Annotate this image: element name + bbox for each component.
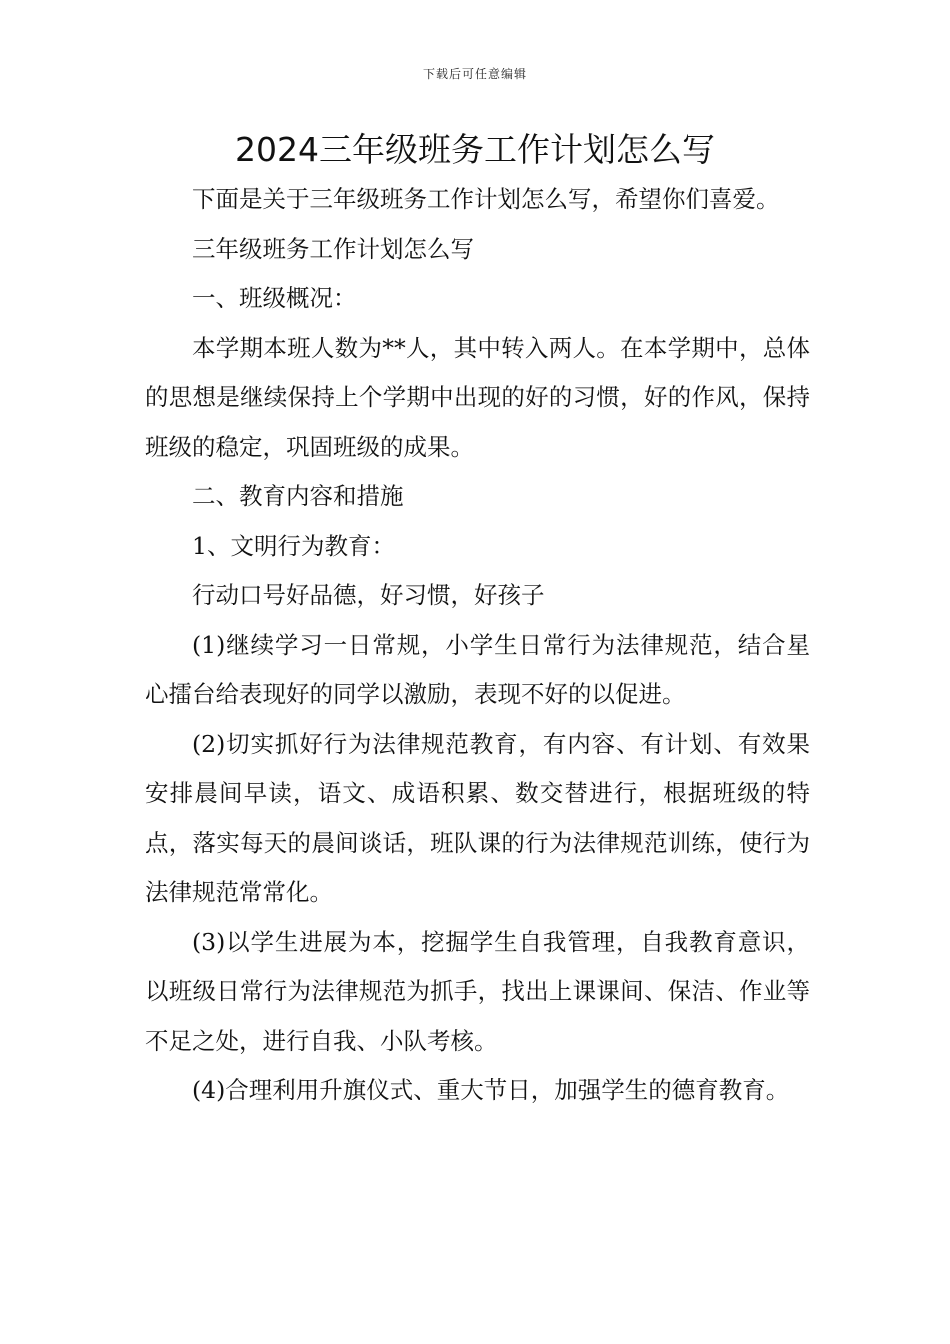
section-heading-class-overview: 一、班级概况： <box>192 284 357 312</box>
class-overview-paragraph: 本学期本班人数为**人，其中转入两人。在本学期中，总体的思想是继续保持上个学期中出现的好的习惯，好的作风，保持班级的稳定，巩固班级的成果。 <box>145 333 810 461</box>
measure-1-paragraph: (1)继续学习一日常规，小学生日常行为法律规范，结合星心擂台给表现好的同学以激励，表现不好的以促进。 <box>145 630 810 708</box>
intro-paragraph: 下面是关于三年级班务工作计划怎么写，希望你们喜爱。 <box>192 185 780 213</box>
document-body <box>145 175 810 1116</box>
slogan-paragraph: 行动口号好品德，好习惯，好孩子 <box>192 581 545 609</box>
measure-3-paragraph: (3)以学生进展为本，挖掘学生自我管理，自我教育意识，以班级日常行为法律规范为抓手，找出上课课间、保洁、作业等不足之处，进行自我、小队考核。 <box>145 927 810 1055</box>
header-note: 下载后可任意编辑 <box>422 67 527 81</box>
document-title: 2024三年级班务工作计划怎么写 <box>235 130 715 169</box>
measure-4-paragraph: (4)合理利用升旗仪式、重大节日，加强学生的德育教育。 <box>192 1076 790 1104</box>
measure-2-paragraph: (2)切实抓好行为法律规范教育，有内容、有计划、有效果安排晨间早读，语文、成语积累、数交替进行，根据班级的特点，落实每天的晨间谈话，班队课的行为法律规范训练，使行为法律规范常常化。 <box>145 729 810 906</box>
subheading-civility: 1、文明行为教育： <box>192 531 395 560</box>
section-heading-plan: 三年级班务工作计划怎么写 <box>192 234 474 263</box>
section-heading-education: 二、教育内容和措施 <box>192 482 404 510</box>
